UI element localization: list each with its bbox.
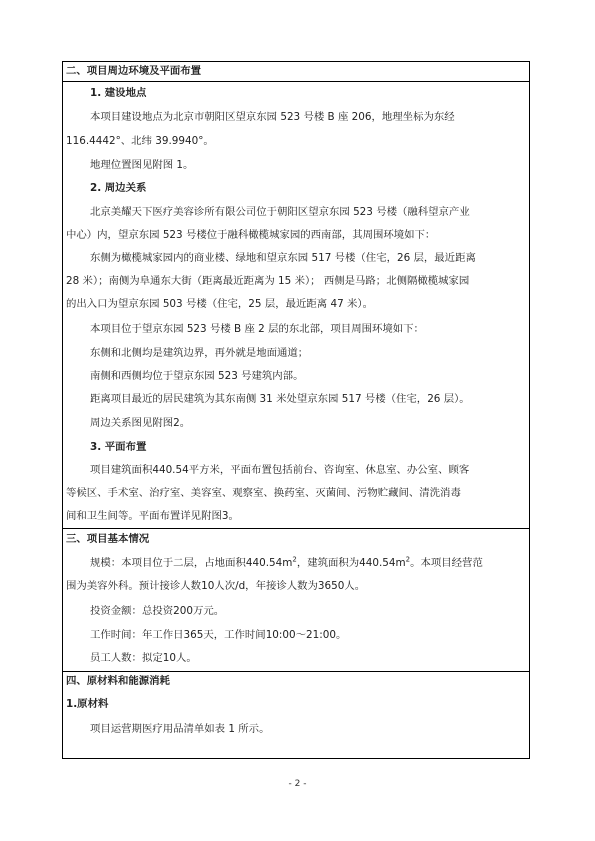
superscript: 2 [405,555,411,564]
text-run: 规模：本项目位于二层，占地面积440.54m [90,557,293,569]
superscript: 2 [292,555,297,564]
paragraph-line: 投资金额：总投资200万元。 [90,605,225,617]
paragraph-line: 东侧为橄榄城家园内的商业楼、绿地和望京东园 517 号楼（住宅，26 层，最近距离 [90,252,476,264]
paragraph-line [90,556,483,570]
paragraph-line: 28 米）；南侧为阜通东大街（距离最近距离为 15 米）； 西侧是马路；北侧隔橄榄城家园 [66,275,470,287]
paragraph-line: 南侧和西侧均位于望京东园 523 号建筑内部。 [90,370,304,382]
divider [62,81,530,82]
subsection-heading: 3. 平面布置 [90,441,147,453]
section-heading: 四、原材料和能源消耗 [66,675,170,687]
paragraph-line: 中心）内，望京东园 523 号楼位于融科橄榄城家园的西南部，其周围环境如下： [66,229,436,241]
paragraph-line: 项目运营期医疗用品清单如表 1 所示。 [90,723,270,735]
paragraph-line: 116.4442°、北纬 39.9940°。 [66,135,214,147]
section-heading: 三、项目基本情况 [66,533,150,545]
divider [62,671,530,672]
paragraph-line: 围为美容外科。预计接诊人数10人次/d，年接诊人数为3650人。 [66,580,366,592]
paragraph-line: 距离项目最近的居民建筑为其东南侧 31 米处望京东园 517 号楼（住宅，26 层）。 [90,393,470,405]
paragraph-line: 等候区、手术室、治疗室、美容室、观察室、换药室、灭菌间、污物贮藏间、清洗消毒 [66,487,461,499]
paragraph-line: 北京美耀天下医疗美容诊所有限公司位于朝阳区望京东园 523 号楼（融科望京产业 [90,206,470,218]
paragraph-line: 项目建筑面积440.54平方米，平面布置包括前台、咨询室、休息室、办公室、顾客 [90,464,470,476]
text-run: ，建筑面积为440.54m [296,557,406,569]
paragraph-line: 间和卫生间等。平面布置详见附图3。 [66,510,239,522]
section-heading: 二、项目周边环境及平面布置 [66,65,202,77]
paragraph-line: 本项目位于望京东园 523 号楼 B 座 2 层的东北部，项目周围环境如下： [90,323,424,335]
divider [62,528,530,529]
paragraph-line: 周边关系图见附图2。 [90,417,191,429]
paragraph-line: 员工人数：拟定10人。 [90,652,197,664]
text-run: 。本项目经营范 [410,557,483,569]
paragraph-line: 本项目建设地点为北京市朝阳区望京东园 523 号楼 B 座 206，地理坐标为东经 [90,111,455,123]
subsection-heading: 1. 建设地点 [90,87,147,99]
page-number: - 2 - [288,779,307,789]
paragraph-line: 地理位置图见附图 1。 [90,159,194,171]
paragraph-line: 的出入口为望京东园 503 号楼（住宅，25 层，最近距离 47 米）。 [66,298,373,310]
paragraph-line: 东侧和北侧均是建筑边界，再外就是地面通道； [90,347,309,359]
subsection-heading: 1.原材料 [66,698,109,710]
subsection-heading: 2. 周边关系 [90,182,147,194]
paragraph-line: 工作时间：年工作日365天，工作时间10:00～21:00。 [90,629,347,641]
